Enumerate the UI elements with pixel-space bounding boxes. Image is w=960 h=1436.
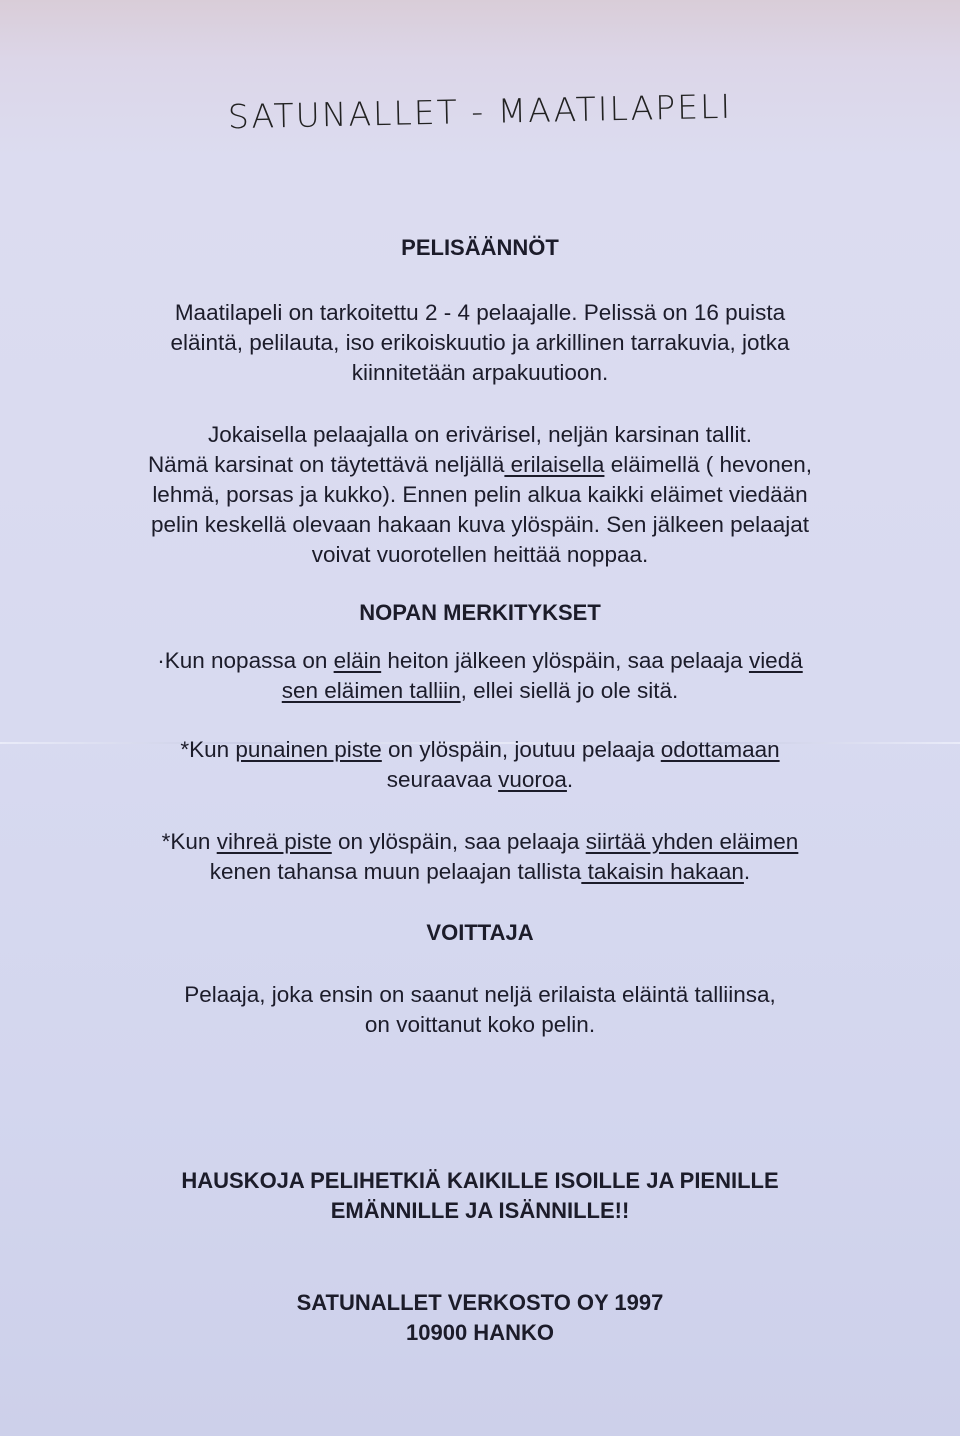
text-line — [60, 1288, 900, 1318]
underlined-text: punainen piste — [235, 737, 382, 762]
text-segment: . — [743, 859, 751, 884]
text-segment: eläimellä ( hevonen, — [604, 452, 813, 477]
underlined-text: erilaisella — [504, 452, 605, 477]
text-segment: Pelaaja, joka ensin on saanut neljä erilaista eläintä talliinsa, — [184, 982, 776, 1007]
text-line — [60, 233, 900, 263]
text-line — [60, 1010, 900, 1040]
text-segment: kiinnitetään arpakuutioon. — [351, 360, 609, 385]
text-segment: 10900 HANKO — [406, 1320, 554, 1345]
text-segment: pelin keskellä olevaan hakaan kuva ylöspäin. Sen jälkeen pelaajat — [151, 512, 809, 537]
text-segment: *Kun — [161, 829, 217, 854]
text-segment: on ylöspäin, saa pelaaja — [331, 829, 586, 854]
text-line — [60, 450, 900, 480]
text-segment: Maatilapeli on tarkoitettu 2 - 4 pelaajalle. Pelissä on 16 puista — [174, 300, 786, 325]
text-segment: eläintä, pelilauta, iso erikoiskuutio ja arkillinen tarrakuvia, jotka — [170, 330, 790, 355]
dice-heading — [60, 598, 900, 628]
text-segment: Nämä karsinat on täytettävä neljällä — [147, 452, 505, 477]
text-line — [60, 1166, 900, 1196]
text-segment: Jokaisella pelaajalla on erivärisel, neljän karsinan tallit. — [207, 422, 753, 447]
text-segment: *Kun — [180, 737, 236, 762]
text-segment: . — [566, 767, 574, 792]
text-segment: seuraavaa — [386, 767, 499, 792]
underlined-text: siirtää yhden eläimen — [585, 829, 799, 854]
underlined-text: vuoroa — [498, 767, 567, 792]
text-segment: kenen tahansa muun pelaajan tallista — [209, 859, 582, 884]
winner-paragraph — [60, 980, 900, 1040]
text-line — [60, 857, 900, 887]
text-line — [60, 980, 900, 1010]
text-line — [60, 735, 900, 765]
text-line — [60, 420, 900, 450]
setup-paragraph — [60, 420, 900, 570]
underlined-text: sen eläimen talliin — [281, 678, 461, 703]
rules-heading — [60, 233, 900, 263]
text-line — [60, 510, 900, 540]
dice-red — [60, 735, 900, 795]
text-line — [60, 598, 900, 628]
text-segment: PELISÄÄNNÖT — [401, 235, 559, 260]
underlined-text: eläin — [333, 648, 382, 673]
text-line — [60, 540, 900, 570]
page-title: SATUNALLET - MAATILAPELI — [227, 86, 733, 137]
text-segment: , ellei siellä jo ole sitä. — [460, 678, 679, 703]
underlined-text: vihreä piste — [216, 829, 332, 854]
text-line — [60, 827, 900, 857]
text-line — [60, 918, 900, 948]
text-line — [60, 328, 900, 358]
text-segment: SATUNALLET VERKOSTO OY 1997 — [296, 1290, 664, 1315]
text-segment: EMÄNNILLE JA ISÄNNILLE!! — [330, 1198, 630, 1223]
text-line — [60, 480, 900, 510]
winner-heading — [60, 918, 900, 948]
greeting — [60, 1166, 900, 1226]
underlined-text: viedä — [748, 648, 803, 673]
text-segment: on ylöspäin, joutuu pelaaja — [381, 737, 661, 762]
text-line — [60, 646, 900, 676]
text-line — [60, 1196, 900, 1226]
text-segment: ·Kun nopassa on — [157, 648, 334, 673]
intro-paragraph — [60, 298, 900, 388]
text-line — [60, 298, 900, 328]
text-line — [60, 1318, 900, 1348]
text-segment: HAUSKOJA PELIHETKIÄ KAIKILLE ISOILLE JA PIENILLE — [181, 1168, 779, 1193]
text-segment: voivat vuorotellen heittää noppaa. — [311, 542, 649, 567]
text-line — [60, 358, 900, 388]
underlined-text: takaisin hakaan — [581, 859, 744, 884]
text-segment: lehmä, porsas ja kukko). Ennen pelin alkua kaikki eläimet viedään — [152, 482, 808, 507]
text-segment: on voittanut koko pelin. — [364, 1012, 596, 1037]
dice-green — [60, 827, 900, 887]
dice-animal — [60, 646, 900, 706]
publisher — [60, 1288, 900, 1348]
underlined-text: odottamaan — [660, 737, 780, 762]
text-line — [60, 676, 900, 706]
text-segment: VOITTAJA — [426, 920, 534, 945]
text-segment: NOPAN MERKITYKSET — [359, 600, 601, 625]
text-segment: heiton jälkeen ylöspäin, saa pelaaja — [381, 648, 749, 673]
text-line — [60, 765, 900, 795]
